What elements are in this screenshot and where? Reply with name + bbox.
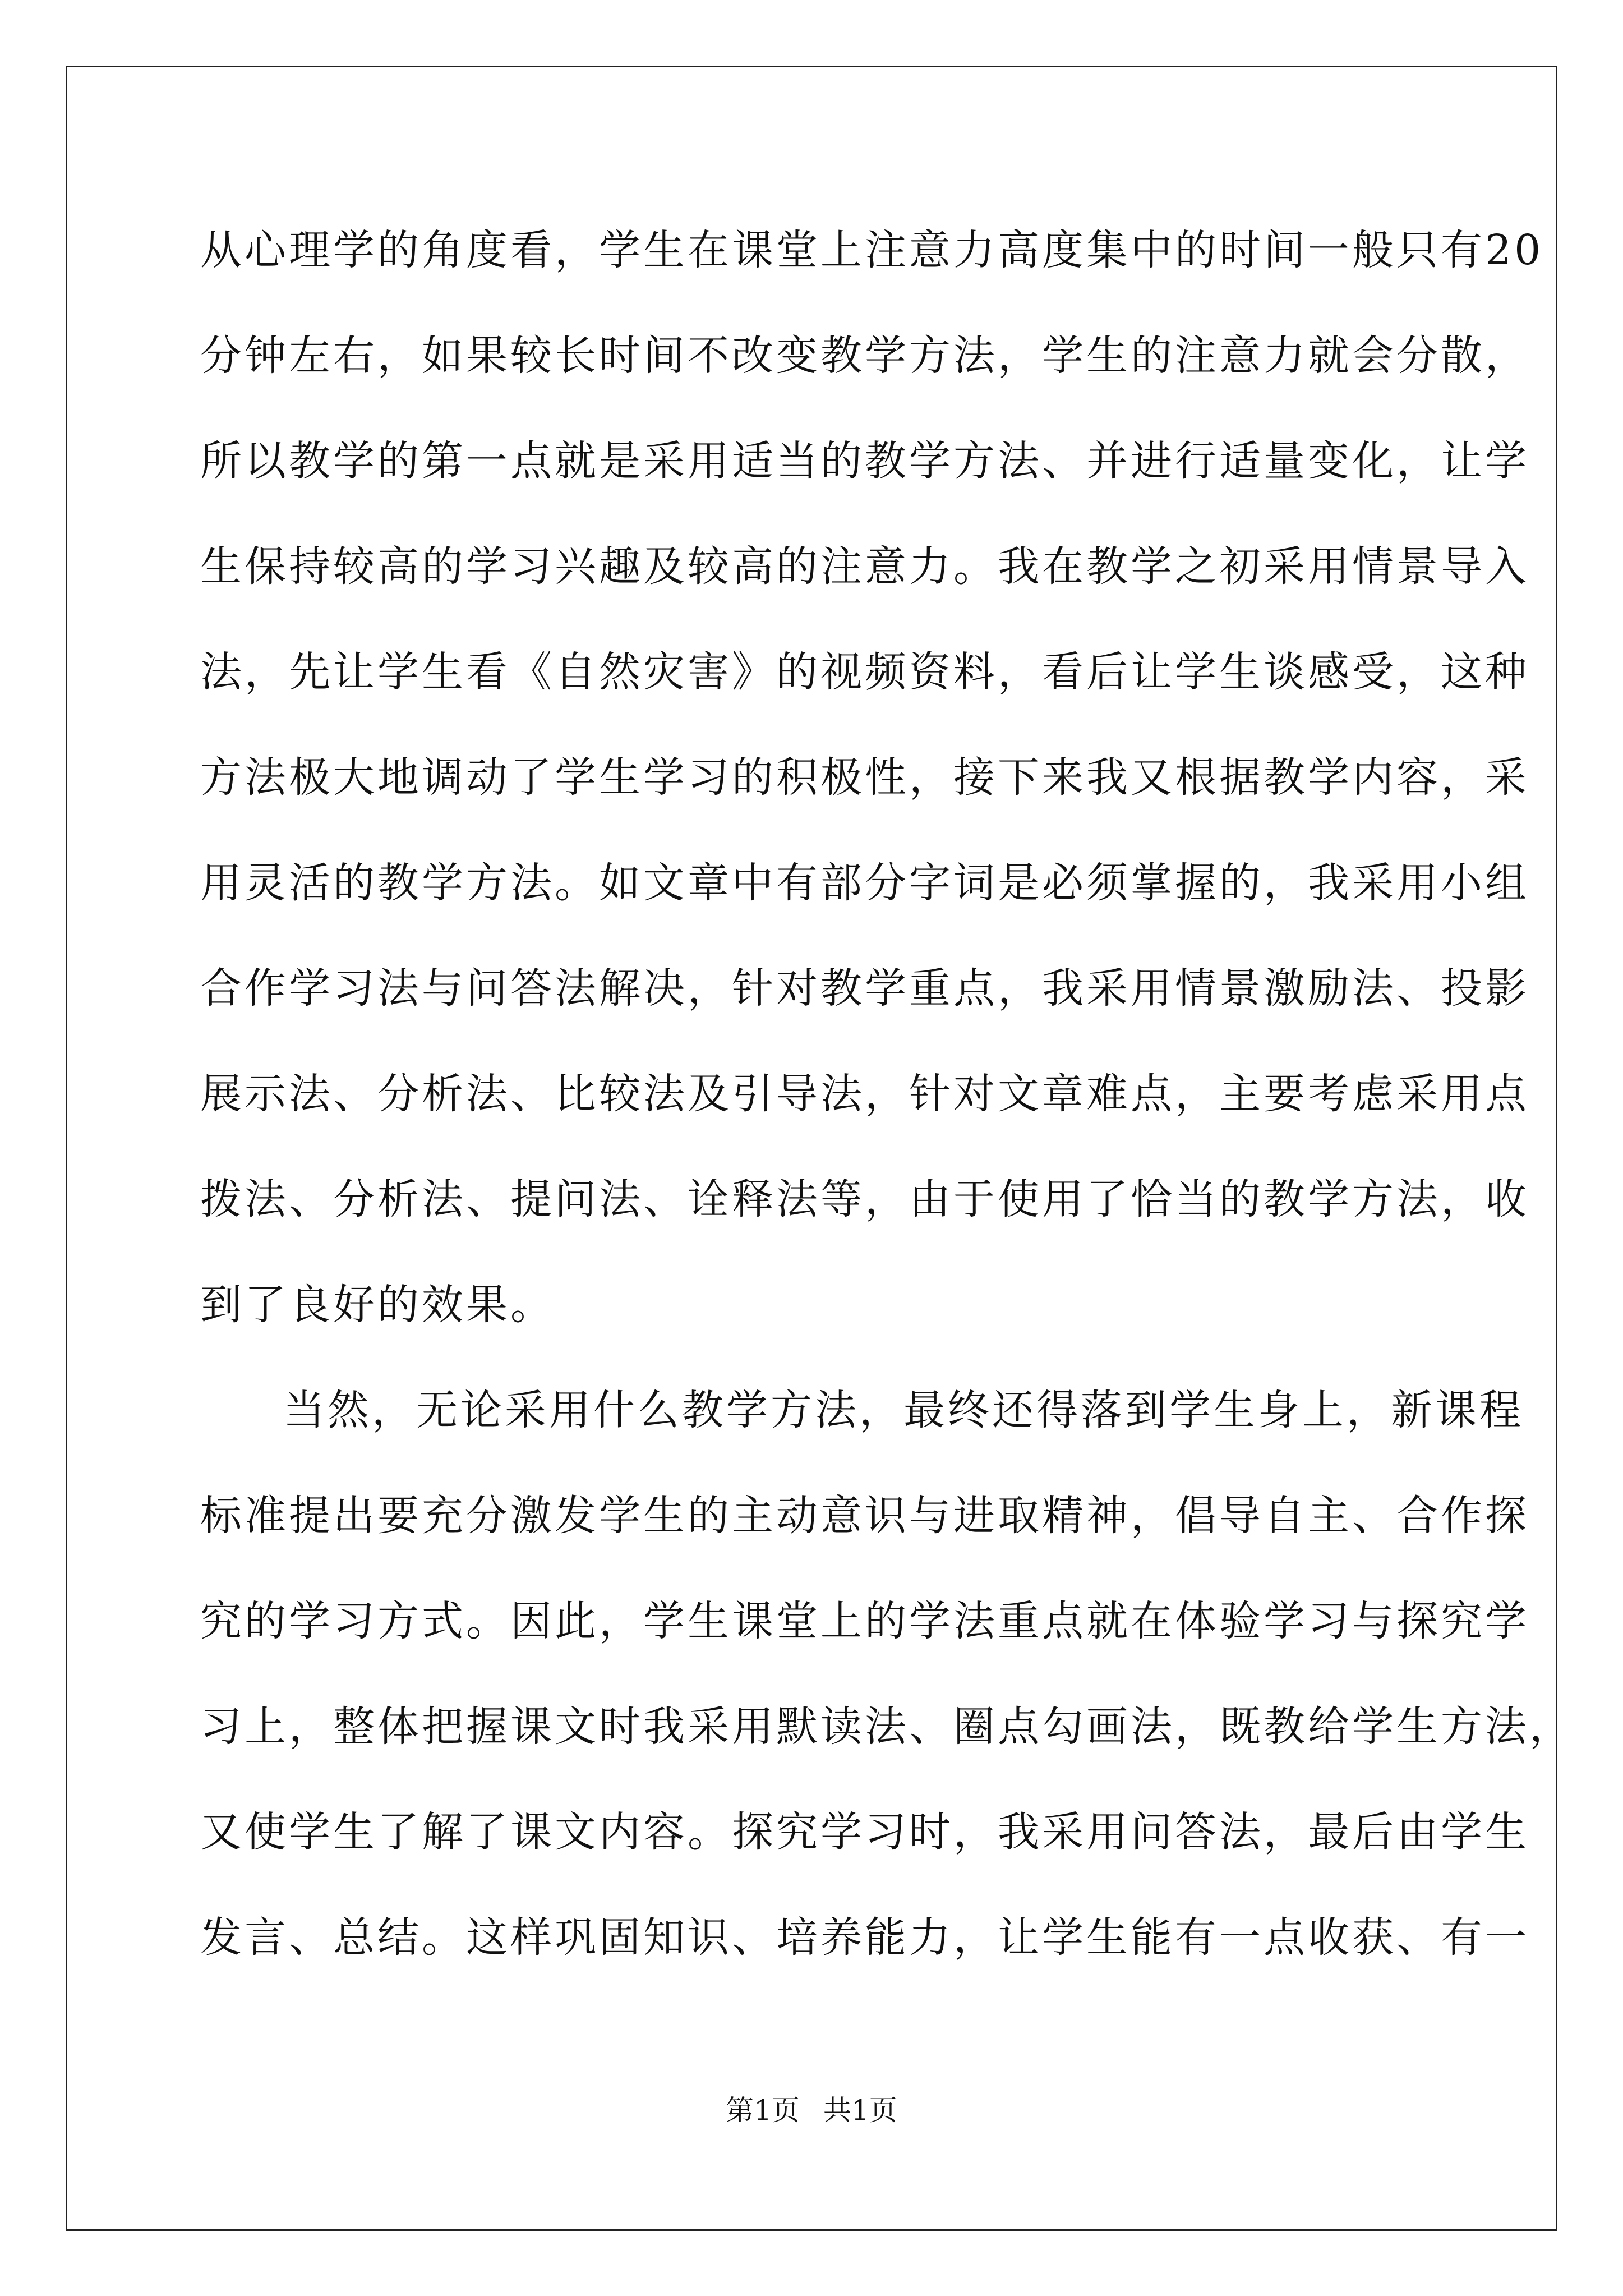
page-footer	[0, 2093, 1623, 2127]
document-body	[200, 197, 1574, 1990]
body-line: 生保持较高的学习兴趣及较高的注意力。我在教学之初采用情景导入	[200, 542, 1529, 591]
page-number: 第1页	[726, 2094, 800, 2127]
body-line: 合作学习法与问答法解决，针对教学重点，我采用情景激励法、投影	[200, 964, 1529, 1013]
body-line: 究的学习方式。因此，学生课堂上的学法重点就在体验学习与探究学	[200, 1597, 1529, 1645]
body-line: 展示法、分析法、比较法及引导法，针对文章难点，主要考虑采用点	[200, 1070, 1529, 1118]
body-line: 标准提出要充分激发学生的主动意识与进取精神，倡导自主、合作探	[200, 1492, 1529, 1540]
body-line: 习上，整体把握课文时我采用默读法、圈点勾画法，既教给学生方法，	[200, 1703, 1574, 1751]
body-line: 用灵活的教学方法。如文章中有部分字词是必须掌握的，我采用小组	[200, 859, 1529, 907]
body-line: 方法极大地调动了学生学习的积极性，接下来我又根据教学内容，采	[200, 753, 1529, 802]
body-line: 发言、总结。这样巩固知识、培养能力，让学生能有一点收获、有一	[200, 1913, 1529, 1962]
body-line: 拨法、分析法、提问法、诠释法等，由于使用了恰当的教学方法，收	[200, 1175, 1529, 1223]
body-line: 分钟左右，如果较长时间不改变教学方法，学生的注意力就会分散，	[200, 332, 1529, 380]
body-line: 法，先让学生看《自然灾害》的视频资料，看后让学生谈感受，这种	[200, 648, 1529, 696]
page-total: 共1页	[823, 2094, 897, 2127]
body-line: 所以教学的第一点就是采用适当的教学方法、并进行适量变化，让学	[200, 437, 1529, 485]
body-line: 从心理学的角度看，学生在课堂上注意力高度集中的时间一般只有20	[200, 226, 1544, 274]
paragraph-start-line: 当然，无论采用什么教学方法，最终还得落到学生身上，新课程	[283, 1386, 1524, 1434]
body-line: 又使学生了解了课文内容。探究学习时，我采用问答法，最后由学生	[200, 1808, 1529, 1856]
body-line: 到了良好的效果。	[200, 1281, 555, 1329]
